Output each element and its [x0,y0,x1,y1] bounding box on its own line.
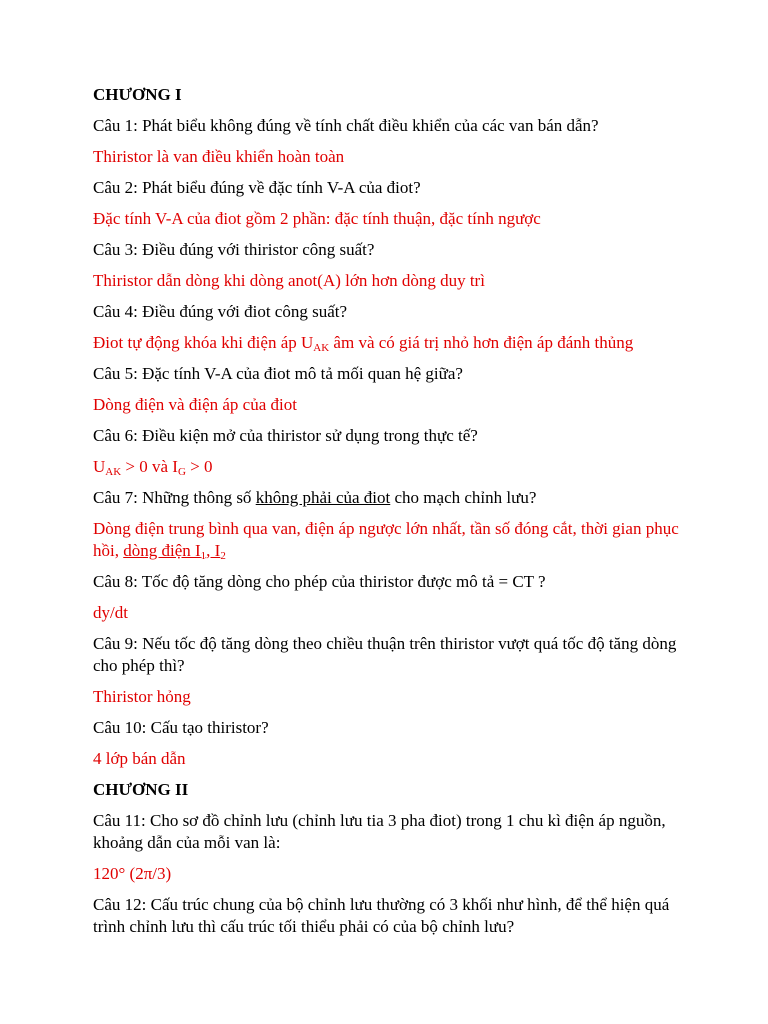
answer-7-underlined [123,541,226,560]
chapter-heading-2: CHƯƠNG II [93,780,189,799]
question-7-before: Câu 7: Những thông số [93,488,256,507]
answer-7 [93,518,693,562]
answer-6 [93,456,693,478]
answer-1: Thiristor là van điều khiển hoàn toàn [93,147,345,166]
answer-7-s2: 2 [220,550,226,562]
question-11: Câu 11: Cho sơ đồ chỉnh lưu (chỉnh lưu tia 3 pha điot) trong 1 chu kì điện áp nguồn, khoảng dẫn của mỗi van là: [93,811,666,852]
answer-7-s1: 1 [200,550,207,562]
question-6: Câu 6: Điều kiện mở của thiristor sử dụng trong thực tế? [93,426,478,445]
question-5: Câu 5: Đặc tính V-A của điot mô tả mối quan hệ giữa? [93,364,463,383]
question-8: Câu 8: Tốc độ tăng dòng cho phép của thiristor được mô tả = CT ? [93,572,546,591]
answer-9: Thiristor hỏng [93,687,191,706]
answer-11: 120° (2π/3) [93,864,172,883]
answer-7-text: Dòng điện trung bình qua van, điện áp ngược lớn nhất, tần số đóng cắt, thời gian phục hồi, [93,519,679,560]
answer-7-u1: dòng điện I [123,541,201,560]
answer-6-p1: U [93,457,106,476]
question-9: Câu 9: Nếu tốc độ tăng dòng theo chiều thuận trên thiristor vượt quá tốc độ tăng dòng cho phép thì? [93,634,677,675]
question-1: Câu 1: Phát biểu không đúng về tính chất điều khiển của các van bán dẫn? [93,116,599,135]
answer-4-after: âm và có giá trị nhỏ hơn điện áp đánh thủng [329,333,634,352]
answer-4 [93,332,693,354]
question-3: Câu 3: Điều đúng với thiristor công suất? [93,240,375,259]
question-7-underlined: không phải của điot [255,488,391,507]
document-page [93,84,693,947]
answer-8: dy/dt [93,603,128,622]
answer-7-u2: , I [206,541,221,560]
question-7 [93,487,693,509]
answer-6-p3: > 0 [185,457,213,476]
answer-6-s2: G [177,466,186,478]
answer-6-s1: AK [105,466,122,478]
question-12: Câu 12: Cấu trúc chung của bộ chỉnh lưu thường có 3 khối như hình, để thể hiện quá trình chỉnh lưu thì cấu trúc tối thiểu phải có của bộ chỉnh lưu? [93,895,670,936]
answer-10: 4 lớp bán dẫn [93,749,186,768]
question-7-after: cho mạch chỉnh lưu? [390,488,537,507]
answer-5: Dòng điện và điện áp của điot [93,395,297,414]
answer-6-p2: > 0 và I [121,457,178,476]
question-4: Câu 4: Điều đúng với điot công suất? [93,302,348,321]
answer-2: Đặc tính V-A của điot gồm 2 phần: đặc tính thuận, đặc tính ngược [93,209,541,228]
question-10: Câu 10: Cấu tạo thiristor? [93,718,269,737]
answer-3: Thiristor dẫn dòng khi dòng anot(A) lớn hơn dòng duy trì [93,271,485,290]
chapter-heading-1: CHƯƠNG I [93,85,182,104]
answer-4-before: Điot tự động khóa khi điện áp U [93,333,314,352]
question-2: Câu 2: Phát biểu đúng về đặc tính V-A của điot? [93,178,421,197]
answer-4-sub: AK [313,342,330,354]
